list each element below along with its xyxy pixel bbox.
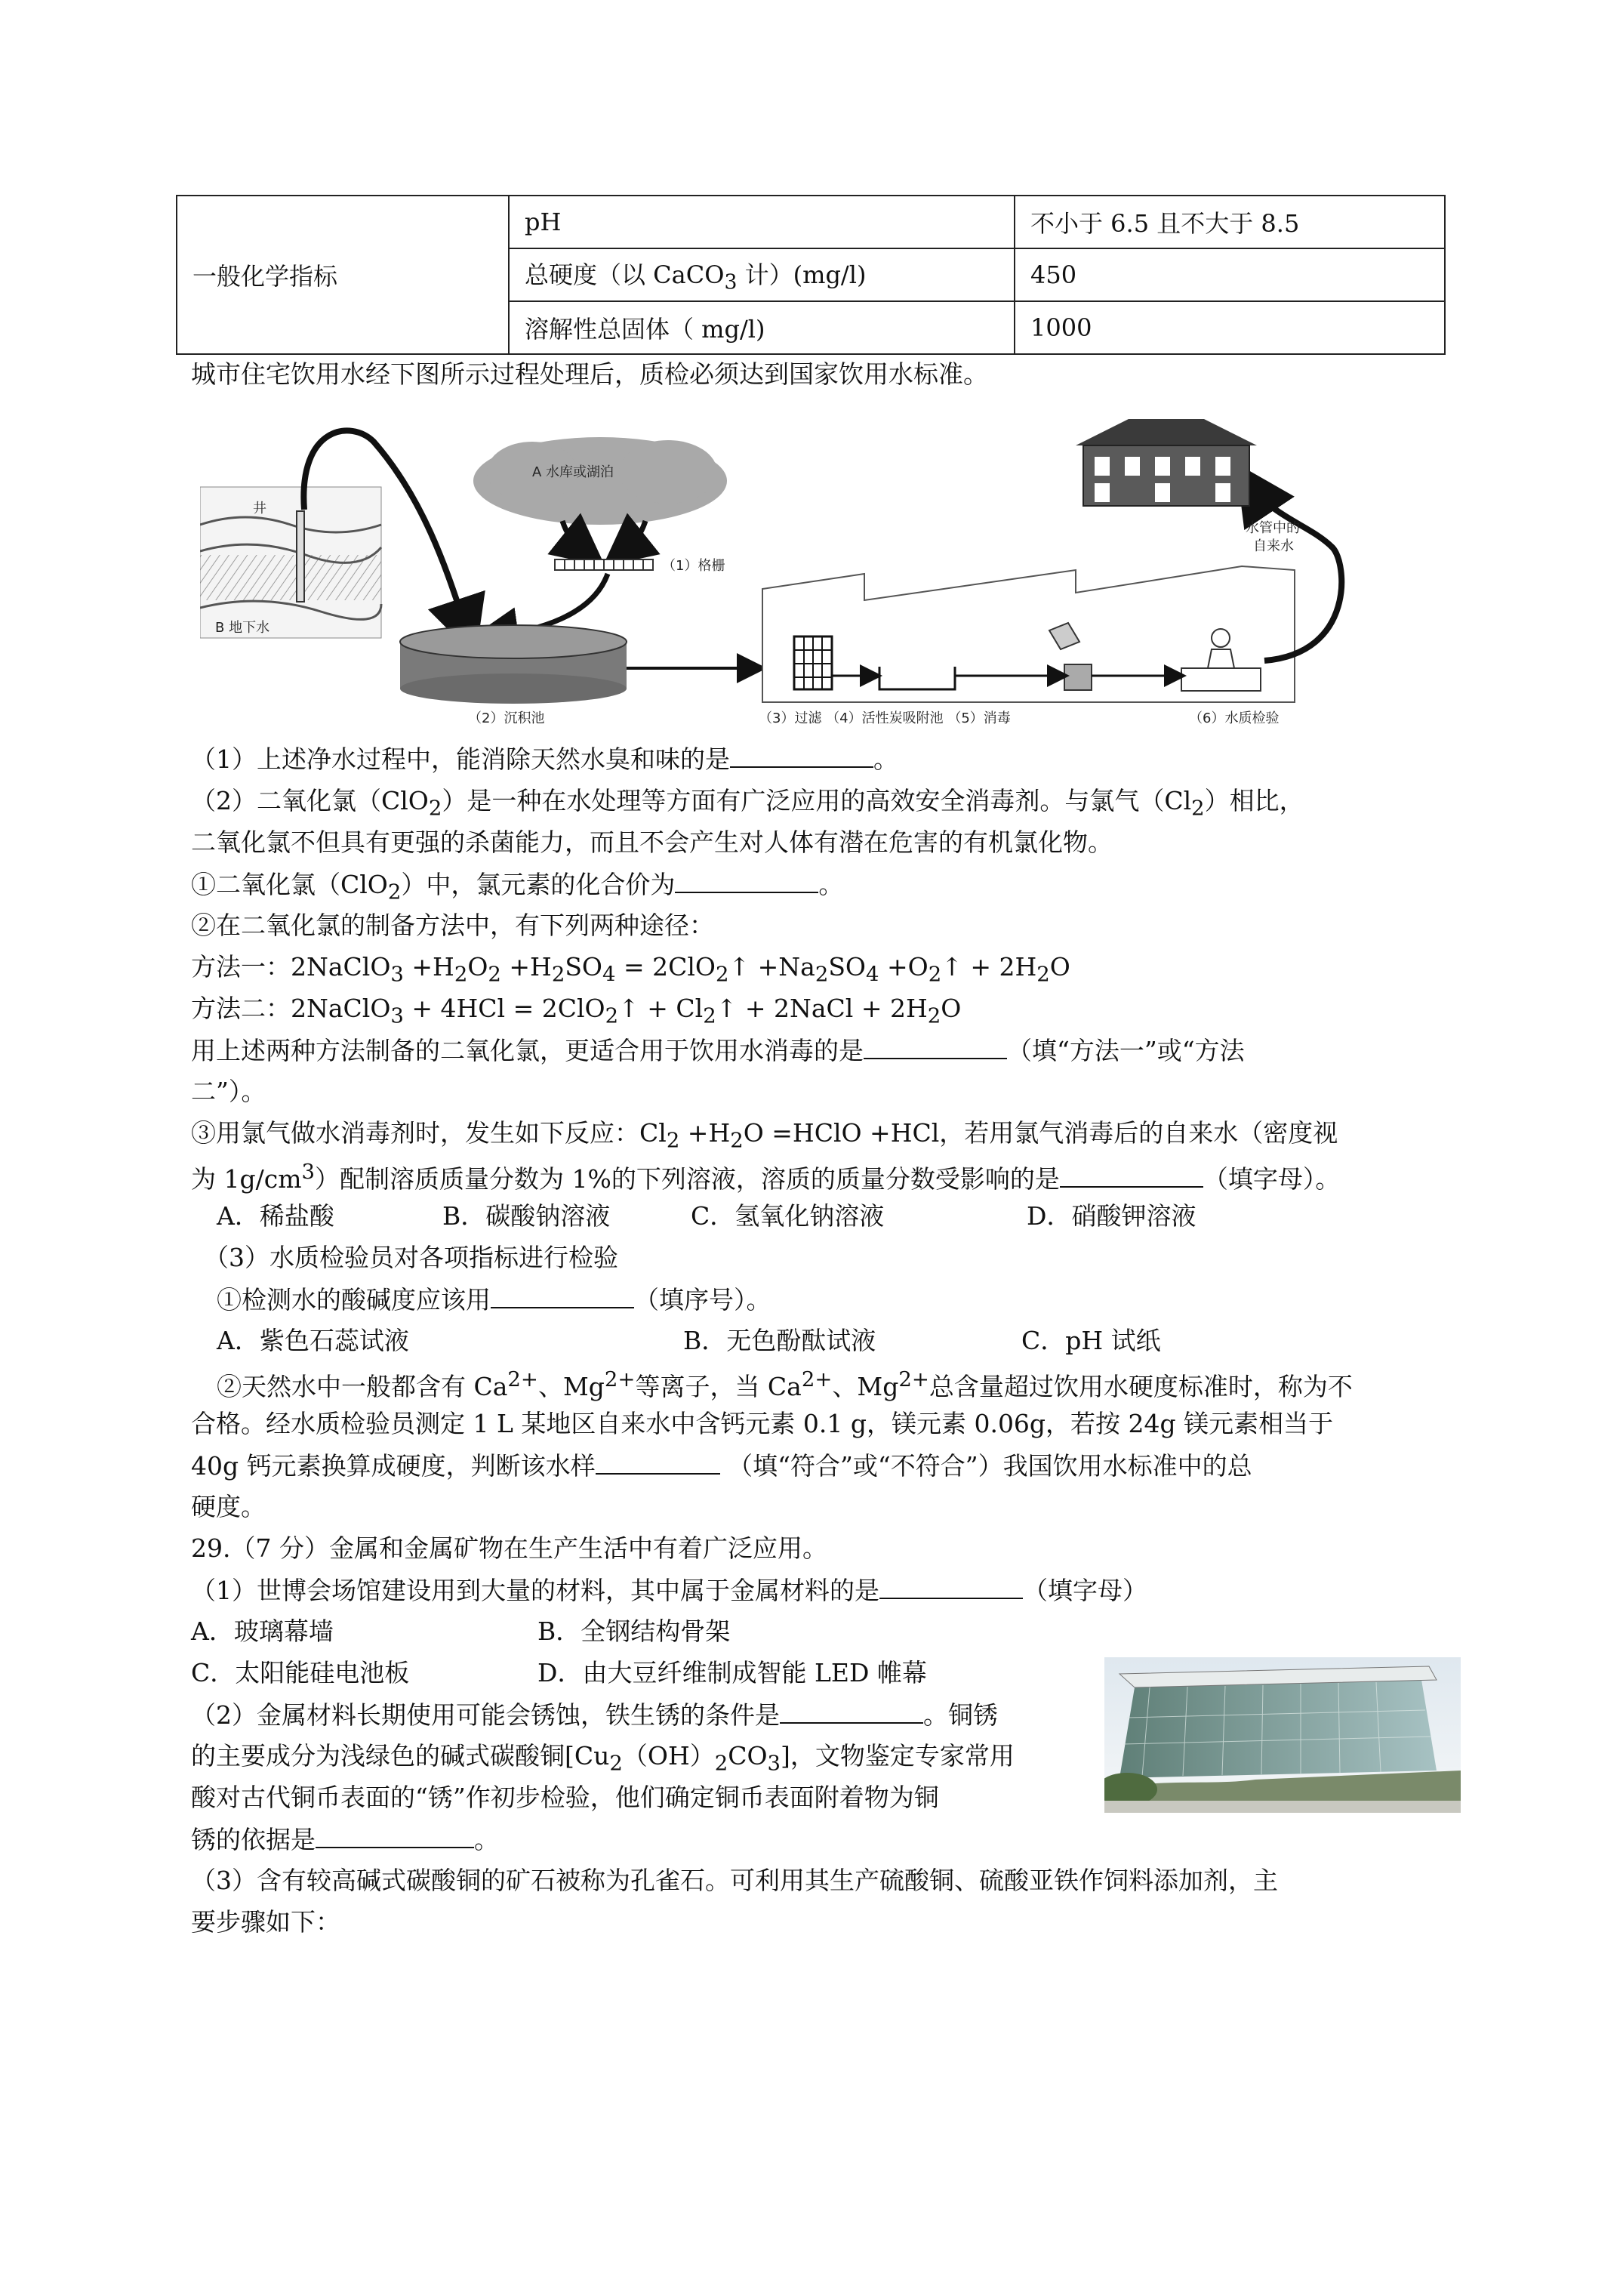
method-two-equation: 方法二：2NaClO$_3$ + 4HCl = 2ClO$_2$↑ + $Cl_2↑$ + 2NaCl + $2H_2O$ [191, 994, 962, 1028]
q2-sub1-end: 。 [818, 870, 844, 899]
tap-water-label-2: 自来水 [1253, 538, 1294, 554]
groundwater-label: B 地下水 [215, 620, 270, 636]
q29-sub2-text: （2）金属材料长期使用可能会锈蚀，铁生锈的条件是 [191, 1700, 780, 1730]
q2-sub3-answer-blank[interactable] [1060, 1163, 1203, 1188]
q1-text: （1）上述净水过程中，能消除天然水臭和味的是 [191, 744, 730, 774]
q29-sub2-tail: 。铜锈 [923, 1700, 998, 1730]
q29-sub2-line-3: 酸对古代铜币表面的“锈”作初步检验，他们确定铜币表面附着物为铜 [191, 1783, 939, 1812]
q29-sub2-line-1 [191, 1700, 998, 1730]
method-one-equation: 方法一：2NaClO$_3$ $+H_2O_2 +H_2SO_4$ = 2ClO$_2$↑ $+Na_2SO_4$ $+O_2↑ + 2H_2O$ [191, 952, 1070, 987]
q2-sub1-answer-blank[interactable] [675, 869, 818, 893]
q29-sub2-answer-blank[interactable] [780, 1700, 923, 1724]
q29-sub1-text: （1）世博会场馆建设用到大量的材料，其中属于金属材料的是 [191, 1576, 879, 1605]
q2-sub1-line [191, 869, 843, 905]
q3-para-line-2: 合格。经水质检验员测定 1 L 某地区自来水中含钙元素 0.1 g，镁元素 0.06g，若按 24g 镁元素相当于 [191, 1409, 1334, 1438]
q2-option: D．硝酸钾溶液 [1027, 1201, 1196, 1231]
q3-option: C．pH 试纸 [1021, 1326, 1161, 1355]
settling-tank [400, 625, 627, 726]
q2-choose-text: 用上述两种方法制备的二氧化氯，更适合用于饮用水消毒的是 [191, 1036, 864, 1065]
q29-option-c: C．太阳能硅电池板 [191, 1658, 410, 1687]
reservoir-cloud [473, 437, 727, 525]
q29-sub2-basis-answer-blank[interactable] [316, 1824, 474, 1848]
q29-heading: 29.（7 分）金属和金属矿物在生产生活中有着广泛应用。 [191, 1533, 827, 1563]
q2-choose-answer-blank[interactable] [864, 1035, 1007, 1059]
filter-graphic [794, 636, 832, 689]
q1-line [191, 744, 898, 775]
q2-sub3-text: 为 $1g/cm^3$）配制溶质质量分数为 1%的下列溶液，溶质的质量分数受影响的是 [191, 1160, 1060, 1194]
table-indicator: 总硬度（以 CaCO$_3$ 计）(mg/l) [509, 248, 1015, 301]
q2-line-2: 二氧化氯不但具有更强的杀菌能力，而且不会产生对人体有潜在危害的有机氯化物。 [191, 827, 1113, 857]
q2-option: A．稀盐酸 [217, 1201, 334, 1231]
q2-sub3-hint: （填字母）。 [1203, 1164, 1341, 1194]
table-value: 不小于 6.5 且不大于 8.5 [1015, 196, 1445, 248]
table-indicator: 溶解性总固体（ mg/l) [509, 301, 1015, 354]
reservoir-flow-arrow [619, 521, 645, 553]
inspection-label: （6）水质检验 [1189, 710, 1280, 726]
q3-hardness-answer-blank[interactable] [596, 1450, 720, 1475]
q3-sub1-line [217, 1284, 771, 1315]
water-treatment-diagram [200, 411, 1378, 730]
q1-end: 。 [873, 744, 898, 774]
intro-text: 城市住宅饮用水经下图所示过程处理后，质检必须达到国家饮用水标准。 [191, 359, 988, 389]
table-indicator: pH [509, 196, 1015, 248]
q29-sub3-line-1: （3）含有较高碱式碳酸铜的矿石被称为孔雀石。可利用其生产硫酸铜、硫酸亚铁作饲料添加剂，主 [191, 1866, 1278, 1895]
q2-sub1-text: ①二氧化氯（ClO$_2$）中，氯元素的化合价为 [191, 870, 676, 905]
q2-option: C．氢氧化钠溶液 [691, 1201, 885, 1231]
grille-label: （1）格栅 [662, 558, 725, 574]
q29-sub1-hint: （填字母） [1023, 1576, 1147, 1605]
q2-sub3-line-1: ③用氯气做水消毒剂时，发生如下反应：$Cl_2 +H_2O$ =HClO +HCl，若用氯气消毒后的自来水（密度视 [191, 1118, 1338, 1153]
q29-sub2-basis-text: 锈的依据是 [191, 1825, 316, 1854]
plant-steps-label: （3）过滤 （4）活性炭吸附池 （5）消毒 [759, 710, 1011, 726]
q3-heading: （3）水质检验员对各项指标进行检验 [204, 1243, 618, 1272]
q2-choose-line [191, 1035, 1245, 1066]
q29-sub3-line-2: 要步骤如下： [191, 1907, 340, 1937]
q3-para-hint: （填“符合”或“不符合”）我国饮用水标准中的总 [728, 1451, 1252, 1481]
grille-graphic [555, 557, 725, 574]
q2-sub3-line-2 [191, 1160, 1340, 1194]
house-graphic [1076, 419, 1257, 506]
reservoir-flow-arrow [562, 521, 589, 553]
q29-option-a: A．玻璃幕墙 [191, 1616, 334, 1646]
q29-option-b: B．全钢结构骨架 [537, 1616, 731, 1646]
table-value: 450 [1015, 248, 1445, 301]
groundwater-well-graphic [200, 487, 381, 638]
settling-label: （2）沉积池 [468, 710, 545, 726]
q29-sub1-line [191, 1575, 1147, 1606]
table-value: 1000 [1015, 301, 1445, 354]
q3-para-line-4: 硬度。 [191, 1492, 266, 1521]
q3-para-text: 40g 钙元素换算成硬度，判断该水样 [191, 1451, 596, 1481]
standard-table [176, 195, 1446, 355]
expo-building-photo [1104, 1657, 1461, 1813]
q2-choose-line-2: 二”）。 [191, 1077, 266, 1106]
q2-choose-hint: （填“方法一”或“方法 [1007, 1036, 1245, 1065]
q29-sub2-basis-end: 。 [474, 1825, 499, 1854]
q3-sub1-hint: （填序号）。 [634, 1285, 771, 1314]
q3-para-line-3 [191, 1450, 1252, 1481]
well-label: 井 [253, 501, 266, 516]
q3-option: B．无色酚酞试液 [683, 1326, 876, 1355]
q29-sub2-line-4 [191, 1824, 499, 1855]
q29-sub2-line-2: 的主要成分为浅绿色的碱式碳酸铜$[Cu_2(OH)_2CO_3]$，文物鉴定专家常用 [191, 1741, 1015, 1776]
q1-answer-blank[interactable] [730, 744, 873, 768]
q29-option-d: D．由大豆纤维制成智能 LED 帷幕 [537, 1658, 927, 1687]
q29-sub1-answer-blank[interactable] [879, 1575, 1023, 1599]
q2-option: B．碳酸钠溶液 [442, 1201, 611, 1231]
carbon-tank-graphic [879, 667, 955, 689]
q2-sub2-text: ②在二氧化氯的制备方法中，有下列两种途径： [191, 911, 714, 940]
tap-water-label-1: 水管中的 [1246, 520, 1300, 536]
table-category: 一般化学指标 [177, 196, 509, 354]
q3-option: A．紫色石蕊试液 [217, 1326, 409, 1355]
q3-sub1-text: ①检测水的酸碱度应该用 [217, 1285, 491, 1314]
q2-line-1: （2）二氧化氯（ClO$_2$）是一种在水处理等方面有广泛应用的高效安全消毒剂。与氯气$(Cl_2)$相比， [191, 786, 1304, 821]
q3-sub1-answer-blank[interactable] [491, 1284, 634, 1308]
reservoir-label: A 水库或湖泊 [532, 464, 614, 480]
q3-para-line-1: ②天然水中一般都含有 $Ca^{2+}$、$Mg^{2+}$等离子，当 $Ca^{2+}$、$Mg^{2+}$总含量超过饮用水硬度标准时，称为不 [217, 1367, 1353, 1401]
